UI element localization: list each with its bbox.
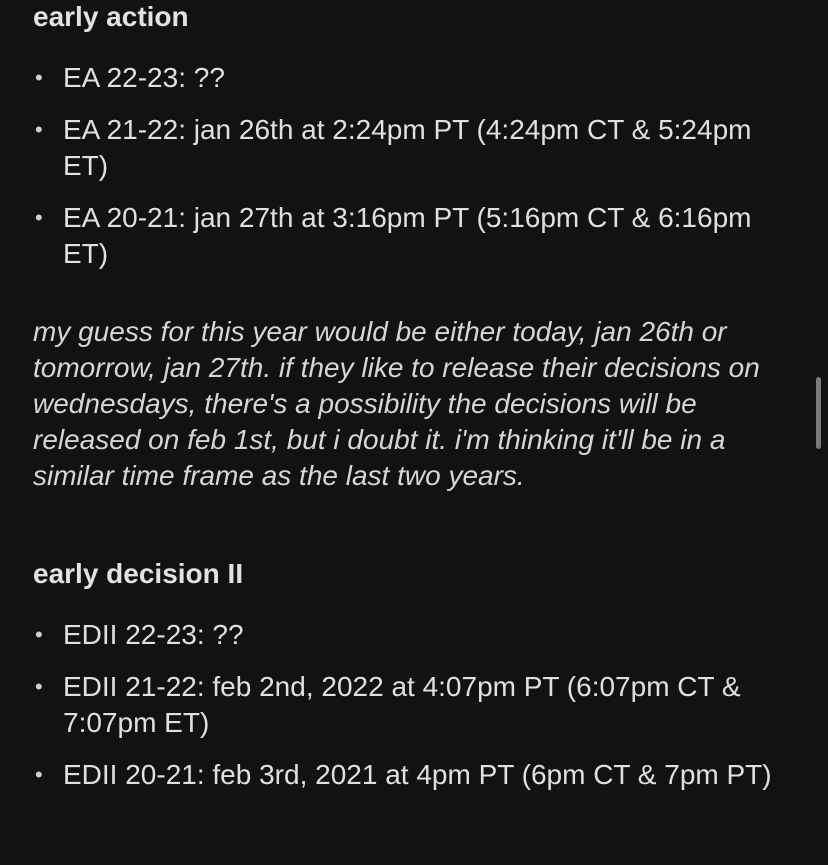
bullet-icon: •: [35, 674, 43, 699]
list-item: [33, 200, 793, 272]
list-item-text: EDII 22-23: ??: [63, 619, 244, 650]
list-item-text: EA 22-23: ??: [63, 62, 225, 93]
list-item: [33, 669, 793, 741]
bullet-icon: •: [35, 205, 43, 230]
list-item-text: EDII 20-21: feb 3rd, 2021 at 4pm PT (6pm CT & 7pm PT): [63, 759, 772, 790]
bullet-icon: •: [35, 65, 43, 90]
list-item: [33, 617, 793, 653]
early-decision-ii-heading: early decision II: [33, 558, 244, 589]
list-item: [33, 757, 793, 793]
early-decision-ii-list: [33, 617, 793, 809]
list-item-text: EA 20-21: jan 27th at 3:16pm PT (5:16pm CT & 6:16pm ET): [63, 202, 752, 269]
guess-paragraph: my guess for this year would be either today, jan 26th or tomorrow, jan 27th. if they like to release their decisions on wednesdays, there's a possibility the decisions will be released on feb 1st, but i doubt it. i'm thinking it'll be in a similar time frame as the last two years.: [33, 316, 760, 491]
list-item: [33, 112, 793, 184]
bullet-icon: •: [35, 762, 43, 787]
bullet-icon: •: [35, 622, 43, 647]
vertical-scrollbar[interactable]: [816, 377, 821, 449]
bullet-icon: •: [35, 117, 43, 142]
list-item-text: EDII 21-22: feb 2nd, 2022 at 4:07pm PT (6:07pm CT & 7:07pm ET): [63, 671, 741, 738]
early-action-list: [33, 60, 793, 288]
list-item-text: EA 21-22: jan 26th at 2:24pm PT (4:24pm CT & 5:24pm ET): [63, 114, 752, 181]
list-item: [33, 60, 793, 96]
early-action-heading: early action: [33, 1, 189, 32]
